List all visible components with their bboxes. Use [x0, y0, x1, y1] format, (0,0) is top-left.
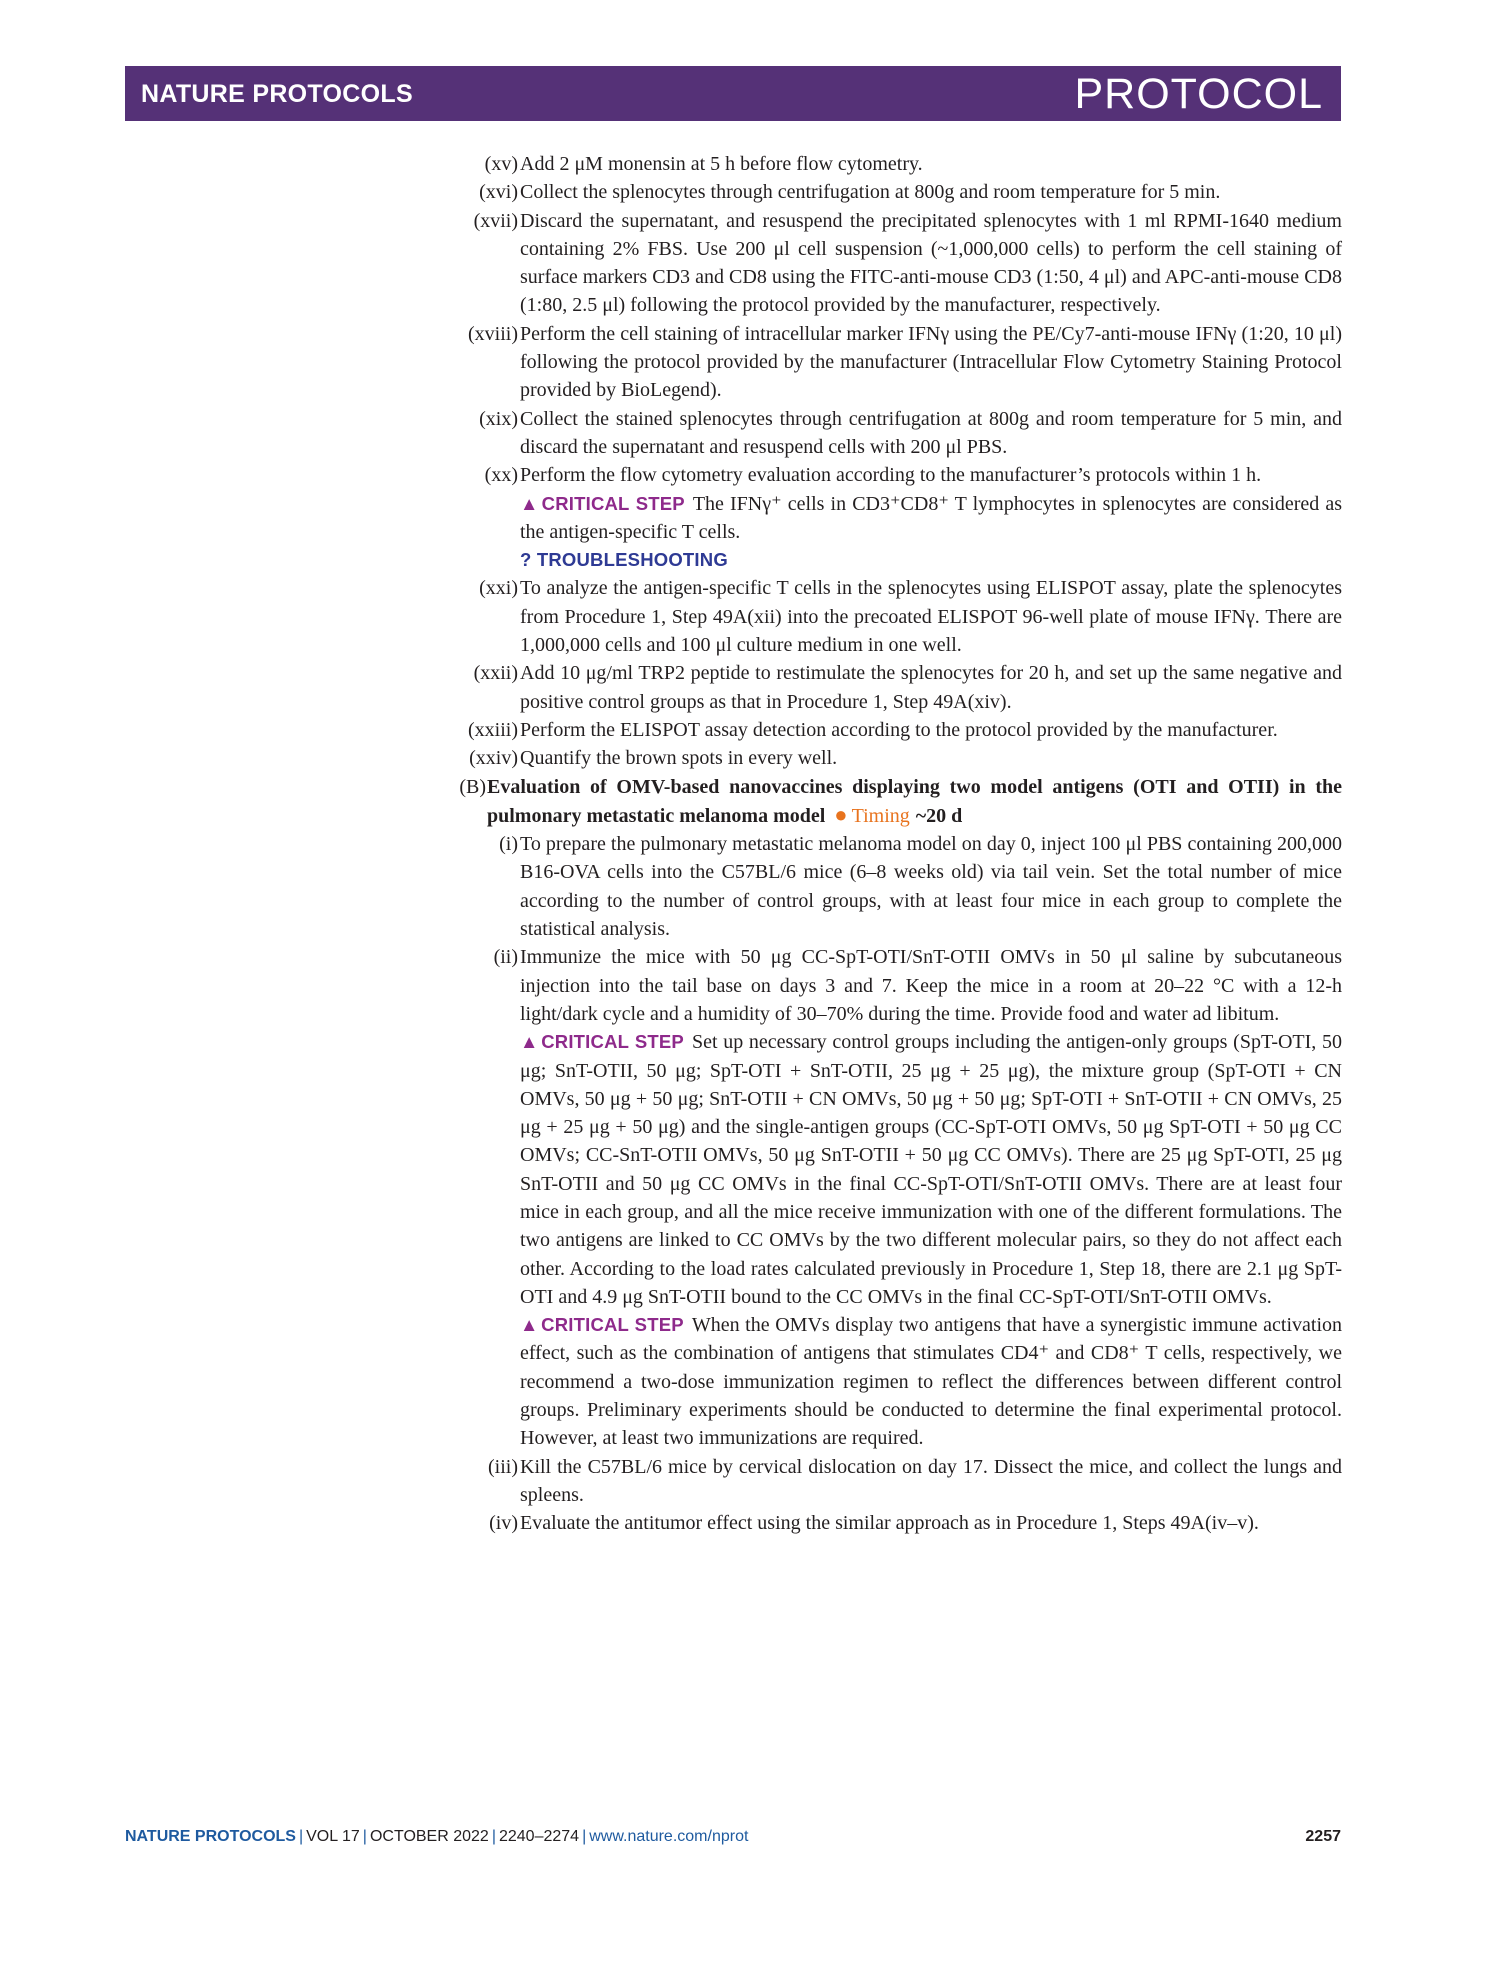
- section-title: Evaluation of OMV-based nanovaccines displaying two model antigens (OTI and OTII) in the pulmonary metastatic melanoma model: [487, 775, 1342, 827]
- step-number: (iii): [488, 1455, 518, 1478]
- step-text: Immunize the mice with 50 μg CC-SpT-OTI/SnT-OTII OMVs in 50 μl saline by subcutaneous injection into the tail base on days 3 and 7. Keep the mice in a room at 20–22 °C with a 12-h light/dark cycle and a humidity of 30–70% during the time. Provide food and water ad libitum.: [520, 946, 1342, 1025]
- step-text: To analyze the antigen-specific T cells in the splenocytes using ELISPOT assay, plate the splenocytes from Procedure 1, Step 49A(xii) into the precoated ELISPOT 96-well plate of mouse IFNγ. There are 1,000,000 cells and 100 μl culture medium in one well.: [520, 577, 1342, 657]
- step-xvi: [440, 178, 1342, 206]
- step-xxii: [440, 659, 1342, 716]
- critical-step-note: [440, 490, 1342, 547]
- step-text: Perform the cell staining of intracellular marker IFNγ using the PE/Cy7-anti-mouse IFNγ (1:20, 10 μl) following the protocol provided by the manufacturer (Intracellular Flow Cytometry Staining Protocol provided by BioLegend).: [520, 322, 1342, 402]
- troubleshooting-note: [440, 546, 1342, 574]
- footer-separator: |: [491, 1828, 496, 1845]
- step-xix: [440, 405, 1342, 462]
- step-number: (xviii): [468, 322, 518, 345]
- step-xxi: [440, 574, 1342, 659]
- step-text: Add 10 μg/ml TRP2 peptide to restimulate the splenocytes for 20 h, and set up the same negative and positive control groups as that in Procedure 1, Step 49A(xiv).: [520, 662, 1342, 713]
- footer-separator: |: [362, 1828, 367, 1845]
- step-number: (xix): [479, 407, 518, 430]
- step-b-iii: [440, 1453, 1342, 1510]
- step-number: (xvii): [473, 209, 518, 232]
- step-xv: [440, 150, 1342, 178]
- timing-value: ~20 d: [915, 804, 963, 827]
- step-number: (iv): [489, 1512, 518, 1535]
- warning-triangle-icon: ▲: [520, 1314, 540, 1336]
- critical-step-note: [440, 1311, 1342, 1452]
- critical-step-label: ▲ CRITICAL STEP: [520, 492, 685, 514]
- footer-journal: NATURE PROTOCOLS: [125, 1828, 296, 1845]
- step-number: (xxii): [473, 662, 518, 685]
- step-text: Quantify the brown spots in every well.: [520, 747, 838, 770]
- step-text: Collect the splenocytes through centrifugation at 800g and room temperature for 5 min.: [520, 181, 1221, 204]
- critical-step-text: When the OMVs display two antigens that have a synergistic immune activation effect, such as the combination of antigens that stimulates CD4⁺ and CD8⁺ T cells, respectively, we recommend a two-dose immunization regimen to reflect the differences between different control groups. Preliminary experiments should be conducted to determine the final experimental protocol. However, at least two immunizations are required.: [520, 1314, 1343, 1450]
- section-number: (B): [459, 775, 486, 798]
- step-text: To prepare the pulmonary metastatic melanoma model on day 0, inject 100 μl PBS containing 200,000 B16-OVA cells into the C57BL/6 mice (6–8 weeks old) via tail vein. Set the total number of mice according to the number of control groups, with at least four mice in each group to complete the statistical analysis.: [520, 833, 1342, 941]
- step-b-i: [440, 830, 1342, 943]
- step-b-iv: [440, 1509, 1342, 1537]
- timing-label: Timing: [851, 804, 910, 827]
- warning-triangle-icon: ▲: [520, 1031, 540, 1053]
- step-text: Collect the stained splenocytes through centrifugation at 800g and room temperature for 5 min, and discard the supernatant and resuspend cells with 200 μl PBS.: [520, 407, 1342, 458]
- step-xxiv: [440, 744, 1342, 772]
- step-xx: [440, 461, 1342, 489]
- critical-step-text: The IFNγ⁺ cells in CD3⁺CD8⁺ T lymphocytes in splenocytes are considered as the antigen-specific T cells.: [520, 492, 1343, 543]
- footer-date: OCTOBER 2022: [369, 1828, 489, 1845]
- critical-step-text: Set up necessary control groups including the antigen-only groups (SpT-OTI, 50 μg; SnT-OTII, 50 μg; SpT-OTI + SnT-OTII, 25 μg + 25 μg), the mixture group (SpT-OTI + CN OMVs, 50 μg + 50 μg; SnT-OTII + CN OMVs, 50 μg + 50 μg; SpT-OTI + SnT-OTII + CN OMVs, 25 μg + 25 μg + 50 μg) and the single-antigen groups (CC-SpT-OTI OMVs, 50 μg SpT-OTI + 50 μg CC OMVs; CC-SnT-OTII OMVs, 50 μg SnT-OTII + 50 μg CC OMVs). There are 25 μg SpT-OTI, 25 μg SnT-OTII and 50 μg CC OMVs in the final CC-SpT-OTI/SnT-OTII OMVs. There are at least four mice in each group, and all the mice receive immunization with one of the different formulations. The two antigens are linked to CC OMVs by the two different molecular pairs, so they do not affect each other. According to the load rates calculated previously in Procedure 1, Step 18, there are 2.1 μg SpT-OTI and 4.9 μg SnT-OTII bound to the CC OMVs in the final CC-SpT-OTI/SnT-OTII OMVs.: [520, 1031, 1342, 1308]
- footer-url-link[interactable]: www.nature.com/nprot: [589, 1828, 749, 1845]
- journal-header-bar: [125, 66, 1341, 121]
- step-b-ii: [440, 943, 1342, 1028]
- critical-step-label: ▲ CRITICAL STEP: [520, 1031, 684, 1053]
- step-text: Evaluate the antitumor effect using the similar approach as in Procedure 1, Steps 49A(iv–v).: [520, 1512, 1259, 1535]
- critical-step-label: ▲ CRITICAL STEP: [520, 1314, 684, 1336]
- section-label: PROTOCOL: [1074, 70, 1323, 118]
- warning-triangle-icon: ▲: [520, 492, 540, 514]
- step-xxiii: [440, 716, 1342, 744]
- step-number: (xxi): [479, 577, 518, 600]
- step-xvii: [440, 207, 1342, 320]
- critical-step-note: [440, 1028, 1342, 1311]
- step-text: Add 2 μM monensin at 5 h before flow cytometry.: [520, 153, 923, 175]
- step-number: (xx): [484, 464, 518, 487]
- section-b-heading: [440, 773, 1342, 831]
- step-text: Perform the flow cytometry evaluation according to the manufacturer’s protocols within 1 h.: [520, 464, 1262, 487]
- step-number: (ii): [493, 946, 518, 969]
- protocol-body: [440, 150, 1342, 1538]
- step-number: (xvi): [479, 181, 518, 204]
- step-text: Perform the ELISPOT assay detection according to the protocol provided by the manufacturer.: [520, 718, 1278, 741]
- footer-volume: VOL 17: [306, 1828, 360, 1845]
- page-number: 2257: [1305, 1828, 1341, 1845]
- step-number: (xxiv): [469, 747, 518, 770]
- footer-separator: |: [582, 1828, 587, 1845]
- step-number: (xxiii): [468, 718, 518, 741]
- step-number: (xv): [484, 153, 518, 175]
- page-footer: [125, 1828, 1341, 1846]
- journal-name: NATURE PROTOCOLS: [141, 80, 413, 108]
- timing-dot-icon: ●: [834, 801, 848, 827]
- step-number: (i): [499, 833, 518, 856]
- footer-pages: 2240–2274: [498, 1828, 580, 1845]
- step-xviii: [440, 320, 1342, 405]
- footer-separator: |: [298, 1828, 304, 1845]
- step-text: Kill the C57BL/6 mice by cervical dislocation on day 17. Dissect the mice, and collect the lungs and spleens.: [520, 1455, 1342, 1506]
- step-text: Discard the supernatant, and resuspend the precipitated splenocytes with 1 ml RPMI-1640 medium containing 2% FBS. Use 200 μl cell suspension (~1,000,000 cells) to perform the cell staining of surface markers CD3 and CD8 using the FITC-anti-mouse CD3 (1:50, 4 μl) and APC-anti-mouse CD8 (1:80, 2.5 μl) following the protocol provided by the manufacturer, respectively.: [520, 209, 1342, 317]
- troubleshooting-label: ? TROUBLESHOOTING: [520, 549, 728, 571]
